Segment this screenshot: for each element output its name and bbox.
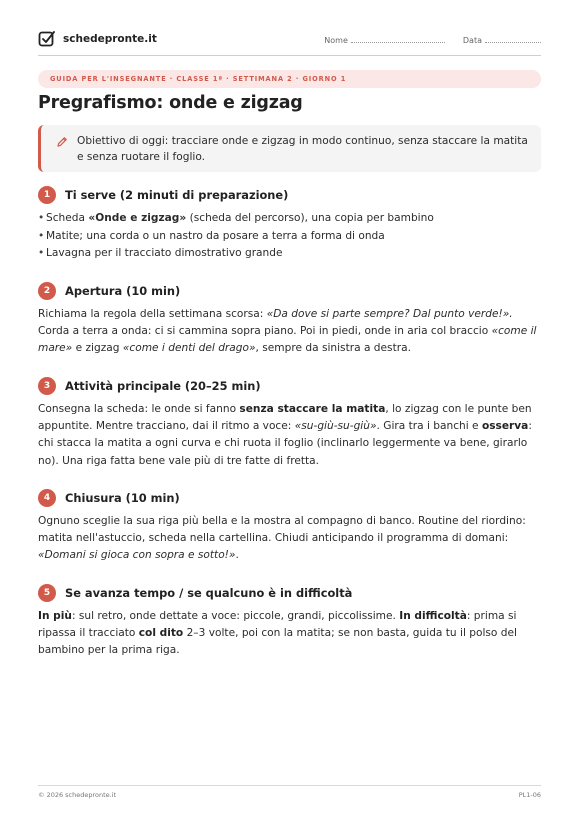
text-run: osserva [481,420,529,433]
student-fields [324,35,541,45]
text-run: , sempre da sinistra a destra. [255,342,411,355]
guide-banner: GUIDA PER L'INSEGNANTE · CLASSE 1ª · SETTIMANA 2 · GIORNO 1 [38,70,541,88]
name-field [324,35,445,45]
checkbox-icon [38,30,56,48]
section-number: 2 [38,282,56,300]
text-run: Corda a terra a onda: ci si cammina sopra piano. Poi in piedi, onde in aria col braccio [38,325,492,338]
section-4-heading [38,489,180,507]
item-text: Scheda [46,212,89,224]
page-title: Pregrafismo: onde e zigzag [38,93,303,113]
section-5-text [38,608,541,660]
page-code: PL1-06 [518,791,541,799]
text-run: : sul retro, onde dettate a voce: piccole, grandi, piccolissime. [71,610,400,622]
text-run: 2–3 volte, poi con la matita; se non basta, guida tu il polso del bambino per la prima riga. [38,627,517,657]
brand-logo [38,30,157,48]
text-run: : prima si ripassa il tracciato [38,610,517,640]
date-line [485,35,541,43]
text-run: Ognuno sceglie la sua riga più bella e la mostra al compagno di banco. Routine del riordino: matita nell'astuccio, scheda nella cartellina. Chiudi anticipando il programma di domani: [38,515,526,545]
section-number: 4 [38,489,56,507]
section-5-heading [38,584,352,602]
text-run: . [235,549,239,562]
text-run: col dito [138,627,184,640]
section-title: Attività principale (20–25 min) [65,379,261,393]
objective-text: Obiettivo di oggi: tracciare onde e zigzag in modo continuo, senza staccare la matita e senza ruotare il foglio. [77,135,528,163]
list-item: • Lavagna per il tracciato dimostrativo grande [38,245,541,263]
text-run: In più [38,610,72,622]
section-2-heading [38,282,180,300]
name-line [351,35,445,43]
text-run: «come il mare» [38,325,537,355]
item-text: (scheda del percorso), una copia per bambino [186,212,434,224]
text-run: senza staccare la matita [239,403,386,415]
pencil-icon [56,136,68,148]
copyright: © 2026 schedepronte.it [38,791,117,799]
name-label: Nome [324,36,348,45]
text-run: Richiama la regola della settimana scorsa: [38,308,267,320]
text-run: e zigzag [72,342,123,355]
text-run: . Gira tra i banchi e [376,420,482,433]
materials-list [38,210,541,263]
item-bold: «Onde e zigzag» [88,212,187,224]
date-label: Data [462,36,482,45]
objective-box [38,125,541,172]
text-run: «Da dove si parte sempre? Dal punto verde!». [266,308,513,320]
section-number: 3 [38,377,56,395]
page-footer [38,785,541,799]
text-run: «come i denti del drago» [122,342,256,355]
text-run: «su-giù-su-giù» [294,420,377,433]
date-field [463,35,541,45]
section-4-text [38,513,541,565]
section-number: 5 [38,584,56,602]
text-run: «Domani si gioca con sopra e sotto!» [38,549,236,562]
section-3-heading [38,377,261,395]
brand-name: schedepronte.it [63,33,157,45]
text-run: Consegna la scheda: le onde si fanno [38,403,240,415]
section-number: 1 [38,186,56,204]
section-title: Ti serve (2 minuti di preparazione) [65,188,289,202]
section-2-text [38,306,541,358]
section-title: Chiusura (10 min) [65,491,180,505]
section-title: Se avanza tempo / se qualcuno è in difficoltà [65,586,353,600]
section-1-heading [38,186,288,204]
text-run: : chi stacca la matita a ogni curva e chi ruota il foglio (inclinarlo leggermente va bene, girarlo no). Una riga fatta bene vale più di tre fatte di fretta. [38,420,532,467]
page-header [38,30,541,56]
section-title: Apertura (10 min) [65,284,181,298]
text-run: , lo zigzag con le punte ben appuntite. Mentre tracciano, dai il ritmo a voce: [38,403,532,433]
list-item: • Matite; una corda o un nastro da posare a terra a forma di onda [38,228,541,246]
section-3-text [38,401,541,470]
list-item [38,210,541,228]
text-run: In difficoltà [399,610,467,622]
